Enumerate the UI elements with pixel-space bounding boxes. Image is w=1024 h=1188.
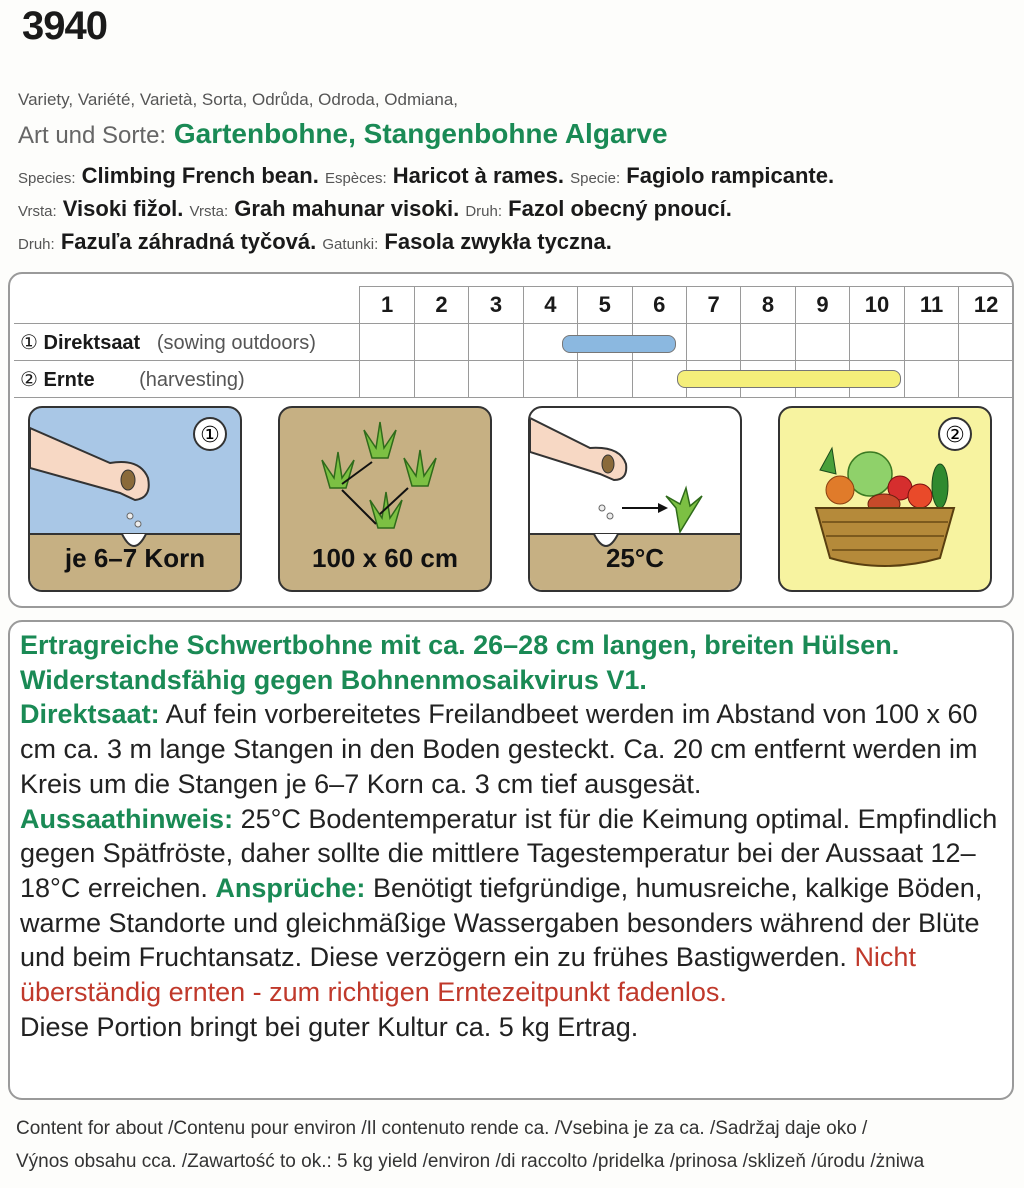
species-lang-label: Vrsta: xyxy=(18,203,57,220)
row-number: ② xyxy=(20,368,38,391)
panel-caption: 100 x 60 cm xyxy=(311,543,458,573)
ansprueche-text: Benötigt tiefgründige, humusreiche, kalkige Böden, warme Standorte und gleichmäßige Wassergaben besonders während der Blüte und beim Fruchtansatz. Diese verzögern ein zu frühes Bastigwerden. xyxy=(20,872,983,973)
month-label: 5 xyxy=(578,287,632,324)
art-label: Art und Sorte: xyxy=(18,122,167,149)
species-lang-label: Espèces: xyxy=(324,170,387,187)
variety-label-line: Variety, Variété, Varietà, Sorta, Odrůda, Odroda, Odmiana, xyxy=(18,90,459,109)
species-name: Haricot à rames. xyxy=(392,163,564,188)
row-number: ① xyxy=(20,331,38,354)
sowing-period-bar xyxy=(562,335,676,353)
species-name: Fagiolo rampicante. xyxy=(626,163,835,188)
variety-name: Gartenbohne, Stangenbohne Algarve xyxy=(173,118,668,149)
species-name: Fazuľa záhradná tyčová. xyxy=(60,229,317,254)
harvest-warning: Nicht überständig ernten - zum richtigen Erntezeitpunkt fadenlos. xyxy=(20,942,916,1008)
month-label: 7 xyxy=(686,287,740,324)
row-label: Ernte xyxy=(43,368,95,391)
month-label: 11 xyxy=(904,287,959,324)
footer-line-2: Výnos obsahu cca. /Zawartość to ok.: 5 kg yield /environ /di raccolto /pridelka /prinosa /sklizeň /úrodu /żniwa xyxy=(16,1151,925,1172)
footer-line-1: Content for about /Contenu pour environ /Il contenuto rende ca. /Vsebina je za ca. /Sadržaj daje oko / xyxy=(16,1118,868,1139)
species-line-1 xyxy=(18,163,834,189)
direktsaat-text: Auf fein vorbereitetes Freilandbeet werden im Abstand von 100 x 60 cm ca. 3 m lange Stangen in den Boden gesteckt. Ca. 20 cm entfernt werden im Kreis um die Stangen je 6–7 Korn ca. 3 cm tief ausgesät. xyxy=(20,699,978,799)
panel-harvest xyxy=(778,406,992,592)
step-badge: ② xyxy=(945,423,965,448)
description-text xyxy=(20,628,1010,1044)
direktsaat-label: Direktsaat: xyxy=(20,699,160,730)
month-label: 3 xyxy=(469,287,523,324)
species-lang-label: Druh: xyxy=(465,203,503,220)
species-name: Visoki fižol. xyxy=(62,196,184,221)
species-name: Climbing French bean. xyxy=(81,163,319,188)
row-sublabel: (harvesting) xyxy=(139,368,245,391)
species-line-2 xyxy=(18,196,732,222)
species-name: Fasola zwykła tyczna. xyxy=(384,229,612,254)
panel-spacing xyxy=(278,406,492,592)
species-line-3 xyxy=(18,229,612,255)
species-lang-label: Specie: xyxy=(570,170,621,187)
month-label: 10 xyxy=(850,287,905,324)
content-yield-footer xyxy=(16,1112,924,1178)
description-box xyxy=(8,620,1014,1100)
month-label: 9 xyxy=(795,287,849,324)
yield-text: Diese Portion bringt bei guter Kultur ca. 5 kg Ertrag. xyxy=(20,1011,639,1042)
product-code: 3940 xyxy=(22,4,107,48)
row-sublabel: (sowing outdoors) xyxy=(156,331,316,354)
intro-text: Ertragreiche Schwertbohne mit ca. 26–28 cm langen, breiten Hülsen. Widerstandsfähig gegen Bohnenmosaikvirus V1. xyxy=(20,630,900,695)
month-label: 12 xyxy=(959,287,1014,324)
aussaathinweis-label: Aussaathinweis: xyxy=(20,803,234,834)
month-label: 8 xyxy=(741,287,795,324)
panel-temperature xyxy=(528,406,742,592)
species-name: Grah mahunar visoki. xyxy=(234,196,460,221)
month-header-row xyxy=(14,287,1014,324)
month-label: 6 xyxy=(632,287,686,324)
species-lang-label: Gatunki: xyxy=(322,236,379,253)
month-label: 4 xyxy=(523,287,577,324)
harvest-period-bar xyxy=(677,370,901,388)
panel-sowing xyxy=(28,406,242,592)
month-label: 1 xyxy=(360,287,414,324)
vegetable-basket-icon xyxy=(780,408,990,590)
panel-caption: je 6–7 Korn xyxy=(64,543,206,573)
panel-caption: 25°C xyxy=(605,543,665,573)
ansprueche-label: Ansprüche: xyxy=(215,872,366,903)
calendar-row-sowing xyxy=(14,324,1014,361)
variety-name-line xyxy=(18,118,668,150)
month-label: 2 xyxy=(414,287,468,324)
species-lang-label: Vrsta: xyxy=(189,203,229,220)
aussaathinweis-text: 25°C Bodentemperatur ist für die Keimung optimal. Empfindlich gegen Spätfröste, daher sollte die mittlere Tagestemperatur bei der Aussaat 12–18°C erreichen. xyxy=(20,803,998,903)
species-name: Fazol obecný pnoucí. xyxy=(508,196,732,221)
step-badge: ① xyxy=(200,423,220,448)
species-lang-label: Druh: xyxy=(18,236,55,253)
row-label: Direktsaat xyxy=(43,331,141,354)
species-lang-label: Species: xyxy=(18,170,76,187)
